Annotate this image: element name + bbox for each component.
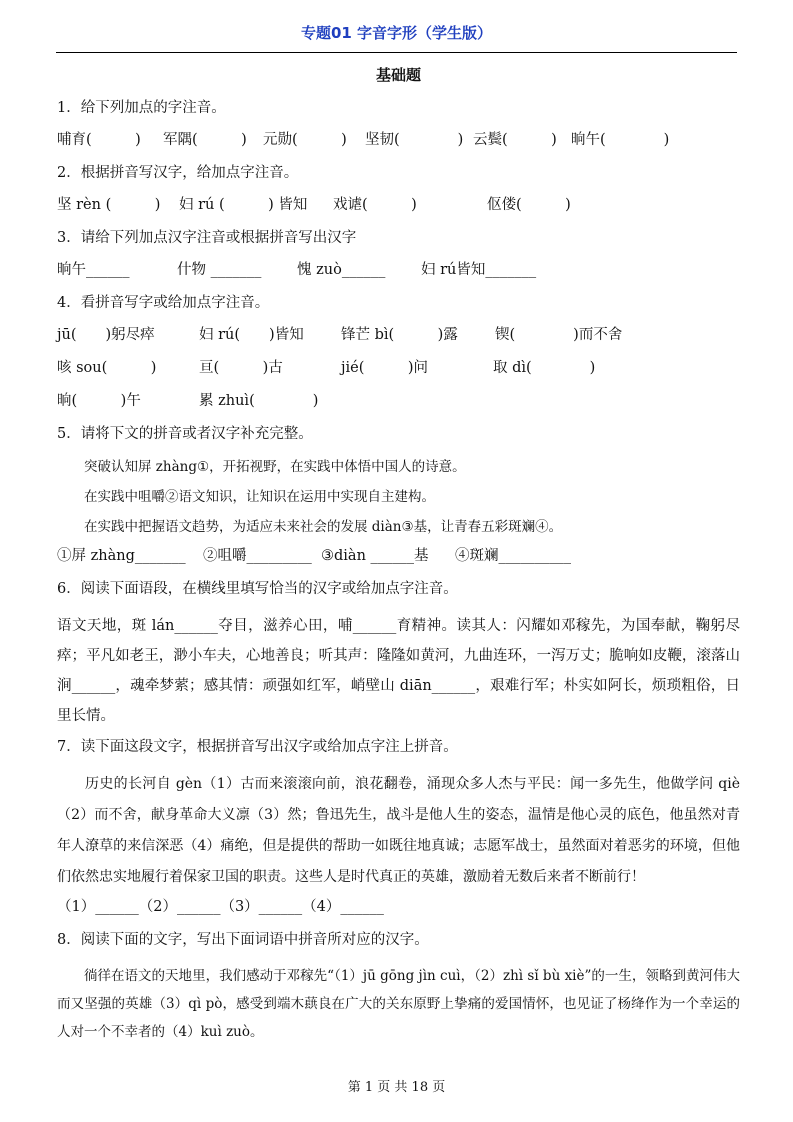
question-1-items (57, 130, 740, 150)
q4-item: 取 dì( ) (493, 360, 596, 376)
q1-item: 哺育( ) (57, 132, 141, 148)
q1-item: 军隅( ) (163, 132, 247, 148)
q3-item: 愧 zuò______ (297, 262, 386, 278)
question-2-prompt: 2．根据拼音写汉字，给加点字注音。 (57, 165, 299, 181)
document-title: 专题01 字音字形（学生版） (300, 24, 493, 42)
q4-item: 锋芒 bì( )露 (341, 327, 458, 343)
q2-item: 妇 rú ( ) 皆知 (179, 197, 308, 213)
q4-item: jū( )躬尽瘁 (57, 327, 155, 343)
document-body (57, 60, 740, 1052)
question-4-row-3 (57, 391, 740, 411)
q1-item: 晌午( ) (571, 132, 670, 148)
question-4-row-2 (57, 358, 740, 378)
question-6-prompt: 6．阅读下面语段，在横线里填写恰当的汉字或给加点字注音。 (57, 581, 458, 597)
question-4-prompt: 4．看拼音写字或给加点字注音。 (57, 295, 270, 311)
q5-blank: ③diàn ______基 (321, 548, 429, 564)
q4-item: 妇 rú( )皆知 (199, 327, 304, 343)
q4-item: jié( )问 (341, 360, 429, 376)
question-8-text: 徜徉在语文的天地里，我们感动于邓稼先“（1）jū gōng jìn cuì，（2）zhì sǐ bù xiè”的一生，领略到黄河伟大而又坚强的英雄（3）qì pò，感受到端木蕻良在广大的关东原野上挚痛的爱国情怀，也见证了杨绛作为一个幸运的人对一个不幸者的（4）kuì zuò。 (57, 968, 740, 1040)
q4-item: 锲( )而不舍 (495, 327, 623, 343)
question-3-prompt: 3．请给下列加点汉字注音或根据拼音写出汉字 (57, 230, 357, 246)
q2-item: 伛偻( ) (487, 197, 571, 213)
q1-item: 元勋( ) (263, 132, 347, 148)
question-3-items (57, 260, 740, 280)
question-5-prompt: 5．请将下文的拼音或者汉字补充完整。 (57, 426, 313, 442)
question-1-prompt: 1．给下列加点的字注音。 (57, 100, 226, 116)
question-6-text: 语文天地，斑 lán______夺目，滋养心田，哺______育精神。读其人：闪耀如邓稼先，为国奉献，鞠躬尽瘁；平凡如老王，渺小车夫，心地善良；听其声：隆隆如黄河，九曲连环，一泻万丈；脆响如皮鞭，滚落山涧______，魂牵梦萦；感其情：顽强如红军，峭壁山 diān______，艰难行军；朴实如阿长，烦琐粗俗，日里长情。 (57, 618, 740, 724)
q3-item: 晌午______ (57, 262, 130, 278)
page-header (56, 20, 737, 53)
q2-item: 戏谑( ) (333, 197, 417, 213)
q2-item: 坚 rèn ( ) (57, 197, 161, 213)
question-4-row-1 (57, 325, 740, 345)
q3-item: 妇 rú皆知_______ (421, 262, 537, 278)
q5-blank: ①屏 zhàng_______ (57, 548, 186, 564)
q4-item: 咳 sou( ) (57, 360, 157, 376)
question-7-prompt: 7．读下面这段文字，根据拼音写出汉字或给加点字注上拼音。 (57, 739, 458, 755)
question-5-blanks (57, 546, 740, 566)
section-title: 基础题 (375, 66, 421, 84)
q5-blank: ②咀嚼_________ (203, 548, 312, 564)
q5-blank: ④斑斓__________ (455, 548, 571, 564)
q5-passage-line: 突破认知屏 zhàng①，开拓视野，在实践中体悟中国人的诗意。 (84, 459, 466, 475)
q4-item: 累 zhuì( ) (199, 393, 319, 409)
question-7-text: 历史的长河自 gèn（1）古而来滚滚向前，浪花翻卷，涌现众多人杰与平民：闻一多先生，他做学问 qiè（2）而不舍，献身革命大义凛（3）然；鲁迅先生，战斗是他人生的姿态，温情是他心灵的底色，他虽然对青年人潦草的来信深恶（4）痛绝，但是提供的帮助一如既往地真诚；志愿军战士，虽然面对着恶劣的环境，但他们依然忠实地履行着保家卫国的职责。这些人是时代真正的英雄，激励着无数后来者不断前行！ (57, 776, 740, 885)
q5-passage-line: 在实践中咀嚼②语文知识，让知识在运用中实现自主建构。 (84, 489, 435, 505)
q4-item: 晌( )午 (57, 393, 141, 409)
q1-item: 云鬓( ) (473, 132, 557, 148)
q4-item: 亘( )古 (199, 360, 283, 376)
question-7-answers: （1）______（2）______（3）______（4）______ (57, 899, 384, 915)
q3-item: 什物 _______ (177, 262, 262, 278)
page-number: 第 1 页 共 18 页 (347, 1080, 446, 1095)
question-2-items (57, 195, 740, 215)
q5-passage-line: 在实践中把握语文趋势，为适应未来社会的发展 diàn③基，让青春五彩斑斓④。 (84, 519, 563, 535)
question-8-prompt: 8．阅读下面的文字，写出下面词语中拼音所对应的汉字。 (57, 932, 429, 948)
q1-item: 坚韧( ) (365, 132, 464, 148)
